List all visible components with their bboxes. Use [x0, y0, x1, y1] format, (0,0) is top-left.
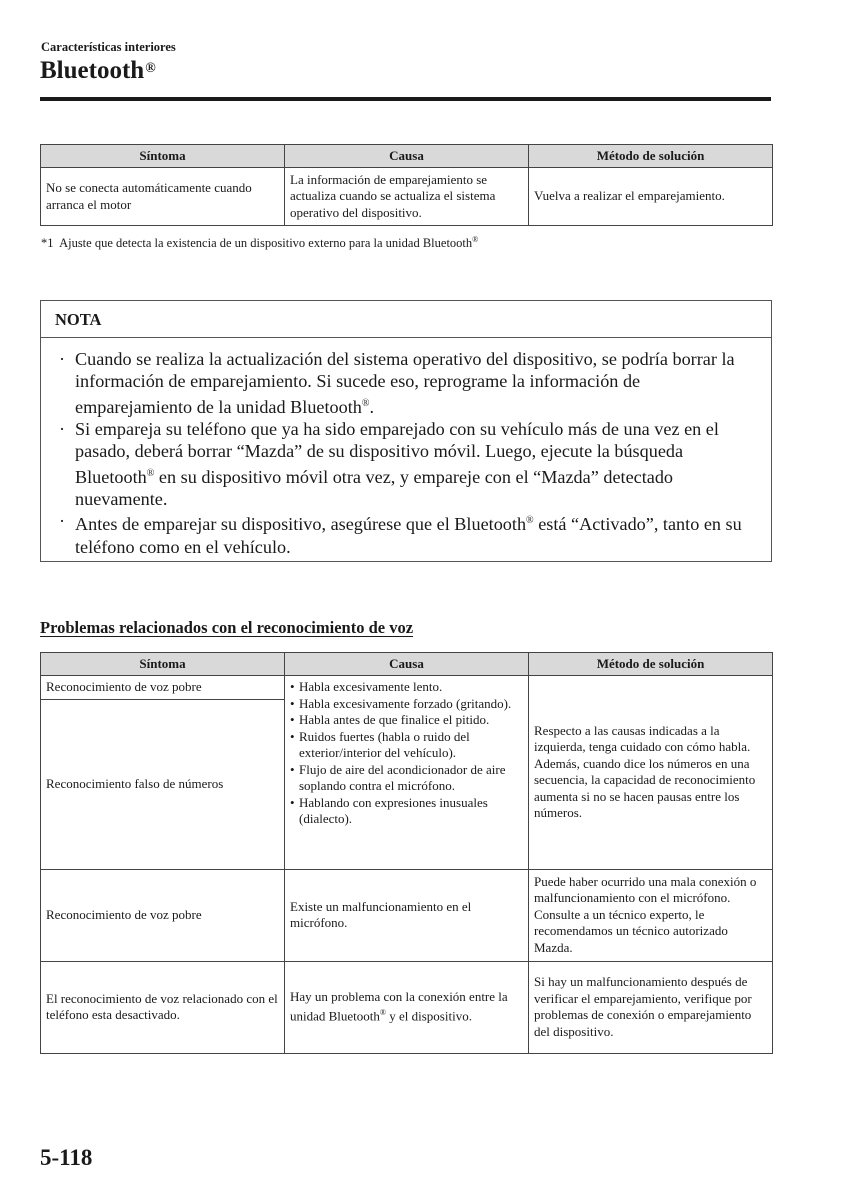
- section-label: Características interiores: [41, 40, 176, 54]
- cell-solution: Respecto a las causas indicadas a la izquierda, tenga cuidado con cómo habla. Además, cuando dice los números en una secuencia, la capacidad de reconocimiento aumenta si no se hacen pausas entre los números.: [529, 676, 773, 870]
- registered-mark: ®: [472, 235, 479, 244]
- column-header-symptom: Síntoma: [41, 653, 285, 676]
- cell-symptom: Reconocimiento falso de números: [41, 699, 285, 869]
- note-list: [41, 338, 771, 558]
- list-item: [290, 696, 523, 713]
- bullet: •: [290, 761, 295, 777]
- note-item: [59, 418, 761, 510]
- footnote-text: Ajuste que detecta la existencia de un dispositivo externo para la unidad Bluetooth: [59, 236, 473, 251]
- column-header-solution: Método de solución: [529, 653, 773, 676]
- list-item: [290, 762, 523, 795]
- note-item: [59, 510, 761, 558]
- registered-mark: ®: [379, 1008, 386, 1018]
- table-row: [41, 168, 773, 226]
- cell-solution: Puede haber ocurrido una mala conexión o malfuncionamiento con el micrófono. Consulte a un técnico experto, le recomendamos un técnico autorizado Mazda.: [529, 869, 773, 961]
- bluetooth-troubleshooting-table: [40, 144, 773, 226]
- column-header-symptom: Síntoma: [41, 145, 285, 168]
- bullet: •: [290, 728, 295, 744]
- cell-solution: Vuelva a realizar el emparejamiento.: [529, 168, 773, 226]
- bullet: •: [290, 679, 295, 694]
- registered-mark: ®: [361, 397, 370, 409]
- table-row: [41, 676, 773, 700]
- note-text: Antes de emparejar su dispositivo, asegúrese que el Bluetooth: [75, 514, 527, 535]
- registered-mark: ®: [526, 515, 534, 527]
- cause-text: Habla excesivamente lento.: [299, 679, 443, 694]
- note-heading: NOTA: [41, 301, 771, 338]
- page-title: [40, 55, 156, 87]
- page-number: 5-118: [40, 1145, 93, 1170]
- cell-symptom: Reconocimiento de voz pobre: [41, 676, 285, 700]
- cause-text: Habla excesivamente forzado (gritando).: [299, 695, 512, 711]
- bullet: ·: [59, 418, 66, 439]
- list-item: [290, 712, 523, 729]
- cause-list: [290, 679, 523, 828]
- table-row: [41, 869, 773, 961]
- bullet: ·: [59, 511, 66, 532]
- cell-solution: Si hay un malfuncionamiento después de verificar el emparejamiento, verifique por problemas de conexión o emparejamiento del dispositivo.: [529, 961, 773, 1053]
- column-header-cause: Causa: [285, 145, 529, 168]
- bullet: •: [290, 712, 295, 727]
- table-row: [41, 961, 773, 1053]
- cell-symptom: El reconocimiento de voz relacionado con el teléfono esta desactivado.: [41, 961, 285, 1053]
- voice-section-heading: Problemas relacionados con el reconocimiento de voz: [40, 618, 414, 637]
- cause-text: y el dispositivo.: [386, 1008, 472, 1024]
- cell-cause: [285, 961, 529, 1053]
- column-header-solution: Método de solución: [529, 145, 773, 168]
- footnote-marker: *1: [41, 236, 54, 251]
- cause-text: Hablando con expresiones inusuales (dialecto).: [299, 794, 488, 826]
- table-header-row: [41, 653, 773, 676]
- column-header-cause: Causa: [285, 653, 529, 676]
- list-item: [290, 679, 523, 696]
- cell-cause-list: [285, 676, 529, 870]
- bullet: •: [290, 695, 295, 711]
- bullet: •: [290, 794, 295, 810]
- list-item: [290, 729, 523, 762]
- cell-symptom: No se conecta automáticamente cuando arranca el motor: [41, 168, 285, 226]
- registered-mark: ®: [145, 61, 156, 76]
- cell-cause: La información de emparejamiento se actualiza cuando se actualiza el sistema operativo del dispositivo.: [285, 168, 529, 226]
- bullet: ·: [59, 349, 66, 369]
- note-box: [40, 300, 772, 562]
- cause-text: Ruidos fuertes (habla o ruido del exterior/interior del vehículo).: [299, 728, 470, 760]
- footnote: [41, 235, 478, 251]
- note-text: .: [369, 396, 375, 417]
- cause-text: Habla antes de que finalice el pitido.: [299, 712, 490, 727]
- note-text: Cuando se realiza la actualización del sistema operativo del dispositivo, se podría borrar la información de emparejamiento. Si sucede eso, reprograme la información de emparejamiento de la unidad Bluetooth: [75, 349, 735, 417]
- registered-mark: ®: [146, 467, 155, 479]
- list-item: [290, 795, 523, 828]
- cell-cause: Existe un malfuncionamiento en el micrófono.: [285, 869, 529, 961]
- cell-symptom: Reconocimiento de voz pobre: [41, 869, 285, 961]
- voice-recognition-table: [40, 652, 773, 1054]
- note-text: está “Activado”, tanto en su teléfono como en el vehículo.: [75, 514, 742, 557]
- note-item: [59, 348, 761, 418]
- table-header-row: [41, 145, 773, 168]
- title-rule: [40, 97, 771, 101]
- page-title-text: Bluetooth: [40, 57, 145, 84]
- cause-text: Flujo de aire del acondicionador de aire soplando contra el micrófono.: [299, 761, 506, 793]
- cause-text: Hay un problema con la conexión entre la unidad Bluetooth: [290, 988, 508, 1024]
- note-text: Si empareja su teléfono que ya ha sido emparejado con su vehículo más de una vez en el pasado, deberá borrar “Mazda” de su dispositivo móvil. Luego, ejecute la búsqueda Bluetooth: [75, 418, 719, 487]
- note-text: en su dispositivo móvil otra vez, y empareje con el “Mazda” detectado nuevamente.: [75, 466, 674, 509]
